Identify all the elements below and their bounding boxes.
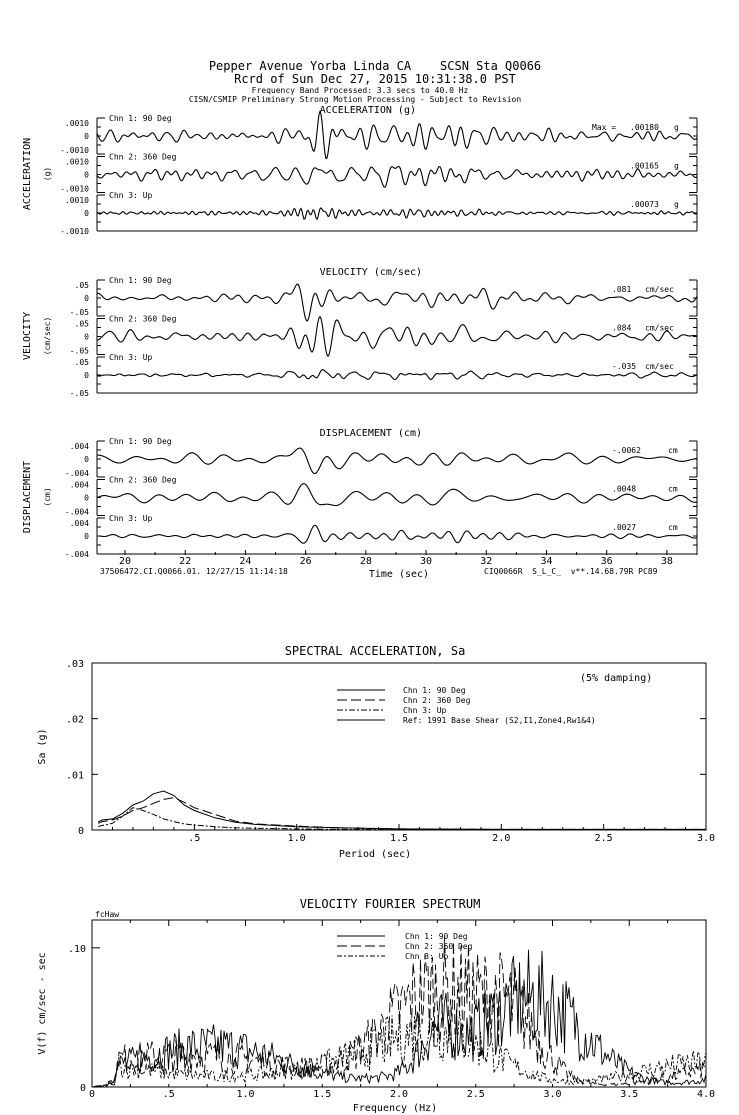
header-line1: Pepper Avenue Yorba Linda CA SCSN Sta Q0066 (208, 59, 542, 73)
peak-value: .00073 (630, 200, 659, 209)
header-line4: CISN/CSMIP Preliminary Strong Motion Processing - Subject to Revision (188, 95, 522, 104)
legend-entry: Chn 1: 90 Deg (403, 686, 466, 695)
xtick-label: 38 (660, 556, 673, 567)
panel-ylabel: DISPLACEMENT (22, 460, 33, 534)
legend-entry: Chn 1: 90 Deg (405, 932, 468, 941)
peak-unit: cm (668, 523, 678, 532)
ytick-label: 0 (84, 532, 89, 541)
ytick-label: -.004 (64, 550, 89, 559)
xtick-label: 1.0 (287, 833, 306, 844)
ytick-label: 0 (84, 132, 89, 141)
ytick-label: 0 (79, 1083, 86, 1094)
seismogram-trace (97, 112, 697, 159)
sa-curve-1 (98, 791, 706, 829)
sa-xlabel: Period (sec) (338, 849, 412, 860)
channel-label: Chn 2: 360 Deg (109, 314, 177, 324)
panel-yunit: (cm/sec) (43, 316, 52, 356)
xtick-label: 20 (118, 556, 132, 567)
xtick-label: 3.5 (620, 1089, 639, 1100)
xtick-label: 1.0 (236, 1089, 255, 1100)
ytick-label: 0 (84, 170, 89, 180)
xtick-label: 26 (299, 556, 312, 567)
footer-right: CIQ0066R S_L_C_ v**.14.68.79R PC89 (484, 567, 658, 576)
channel-label: Chn 3: Up (109, 191, 153, 200)
channel-label: Chn 3: Up (109, 514, 153, 523)
ytick-label: 0 (84, 493, 89, 503)
seismogram-trace (97, 284, 697, 321)
peak-unit: g (674, 200, 679, 209)
header-line3: Frequency Band Processed: 3.3 secs to 40.0 Hz (251, 86, 469, 95)
peak-unit: cm/sec (645, 323, 674, 333)
ytick-label: .004 (69, 480, 89, 490)
ytick-label: 0 (84, 209, 89, 218)
seismogram-trace (97, 166, 697, 187)
seismogram-trace (97, 314, 697, 357)
peak-unit: cm/sec (645, 285, 674, 294)
channel-label: Chn 2: 360 Deg (109, 152, 177, 162)
xtick-label: 2.0 (389, 1089, 409, 1100)
peak-value: .0048 (612, 484, 637, 494)
header-line2: Rcrd of Sun Dec 27, 2015 10:31:38.0 PST (234, 72, 516, 86)
seismogram-trace (97, 525, 697, 543)
ytick-label: -.004 (64, 507, 89, 517)
peak-value: -.0062 (612, 446, 641, 455)
ytick-label: .01 (65, 770, 84, 782)
ytick-label: .0010 (64, 119, 89, 128)
seismogram-trace (97, 370, 697, 380)
panel-title: DISPLACEMENT (cm) (319, 428, 423, 439)
ytick-label: .004 (69, 519, 89, 528)
ytick-label: -.0010 (60, 184, 89, 194)
peak-value: .0027 (612, 523, 637, 532)
ytick-label: 0 (77, 826, 84, 837)
ytick-label: -.004 (64, 469, 89, 478)
footer-left: 37506472.CI.Q0066.01. 12/27/15 11:14:18 (100, 567, 288, 576)
xtick-label: 3.0 (543, 1089, 562, 1100)
fourier-title: VELOCITY FOURIER SPECTRUM (299, 897, 481, 911)
sa-ylabel: Sa (g) (37, 728, 48, 765)
ytick-label: 0 (84, 332, 89, 342)
ytick-label: -.0010 (60, 146, 89, 155)
xtick-label: .5 (188, 833, 201, 844)
fourier-xlabel: Frequency (Hz) (352, 1103, 438, 1114)
xtick-label: 24 (239, 556, 252, 567)
xtick-label: 1.5 (389, 833, 409, 844)
ytick-label: -.05 (69, 308, 89, 317)
panel-title: VELOCITY (cm/sec) (319, 267, 423, 278)
peak-unit: cm/sec (645, 362, 674, 371)
channel-label: Chn 1: 90 Deg (109, 437, 172, 446)
xtick-label: 2.5 (466, 1089, 485, 1100)
xtick-label: 0 (88, 1089, 96, 1100)
xtick-label: 30 (420, 556, 433, 567)
seismogram-trace (97, 448, 697, 473)
xtick-label: 22 (179, 556, 192, 567)
xtick-label: 4.0 (696, 1089, 716, 1100)
channel-label: Chn 2: 360 Deg (109, 475, 177, 485)
ytick-label: .0010 (64, 196, 89, 205)
peak-unit: cm (668, 484, 678, 494)
xtick-label: 34 (540, 556, 553, 567)
legend-entry: Chn 2: 360 Deg (405, 942, 473, 951)
seismogram-trace (97, 484, 697, 506)
sa-damping-note: (5% damping) (580, 673, 653, 684)
legend-entry: Ref: 1991 Base Shear (S2,I1,Zone4,Rw1&4) (403, 716, 596, 725)
channel-label: Chn 3: Up (109, 353, 153, 362)
panel-ylabel: VELOCITY (22, 311, 33, 361)
peak-value: .084 (612, 323, 632, 333)
peak-unit: g (674, 123, 679, 132)
seismogram-trace (97, 208, 697, 219)
peak-value: .081 (612, 285, 632, 294)
fourier-ylabel: V(f) cm/sec - sec (37, 952, 48, 1055)
ytick-label: .004 (69, 442, 89, 451)
sa-curve-3 (98, 808, 706, 830)
peak-unit: g (674, 161, 679, 171)
ytick-label: .02 (65, 714, 84, 726)
ytick-label: -.05 (69, 346, 89, 356)
ytick-label: .05 (74, 358, 89, 367)
xtick-label: 1.5 (313, 1089, 332, 1100)
ytick-label: .05 (74, 281, 89, 290)
peak-value: .00180 (630, 123, 659, 132)
x-axis-label: Time (sec) (368, 569, 430, 580)
panel-yunit: (g) (43, 166, 52, 182)
xtick-label: 32 (480, 556, 493, 567)
channel-label: Chn 1: 90 Deg (109, 114, 172, 123)
peak-value: .00165 (630, 161, 659, 171)
panel-title: ACCELERATION (g) (319, 105, 416, 116)
ytick-label: .10 (67, 943, 86, 955)
xtick-label: 2.0 (492, 833, 511, 844)
xtick-label: 28 (359, 556, 372, 567)
legend-entry: Chn 3: Up (403, 706, 447, 715)
ytick-label: -.05 (69, 389, 89, 398)
ytick-label: .03 (65, 659, 84, 670)
xtick-label: .5 (162, 1089, 175, 1100)
ytick-label: -.0010 (60, 227, 89, 236)
legend-entry: Chn 3: Up (405, 952, 449, 961)
max-label: Max = (592, 123, 617, 132)
legend-entry: Chn 2: 360 Deg (403, 696, 471, 705)
ytick-label: 0 (84, 455, 89, 464)
corner-label: fcHaw (95, 910, 120, 919)
peak-unit: cm (668, 446, 678, 455)
panel-ylabel: ACCELERATION (22, 137, 33, 211)
channel-label: Chn 1: 90 Deg (109, 276, 172, 285)
xtick-label: 36 (600, 556, 613, 567)
peak-value: -.035 (612, 362, 637, 371)
ytick-label: .0010 (64, 157, 89, 167)
ytick-label: .05 (74, 319, 89, 329)
panel-yunit: (cm) (43, 487, 52, 507)
xtick-label: 3.0 (696, 833, 716, 844)
ytick-label: 0 (84, 294, 89, 303)
ytick-label: 0 (84, 371, 89, 380)
sa-title: SPECTRAL ACCELERATION, Sa (284, 644, 466, 658)
fourier-curve-2 (92, 937, 706, 1087)
xtick-label: 2.5 (594, 833, 613, 844)
